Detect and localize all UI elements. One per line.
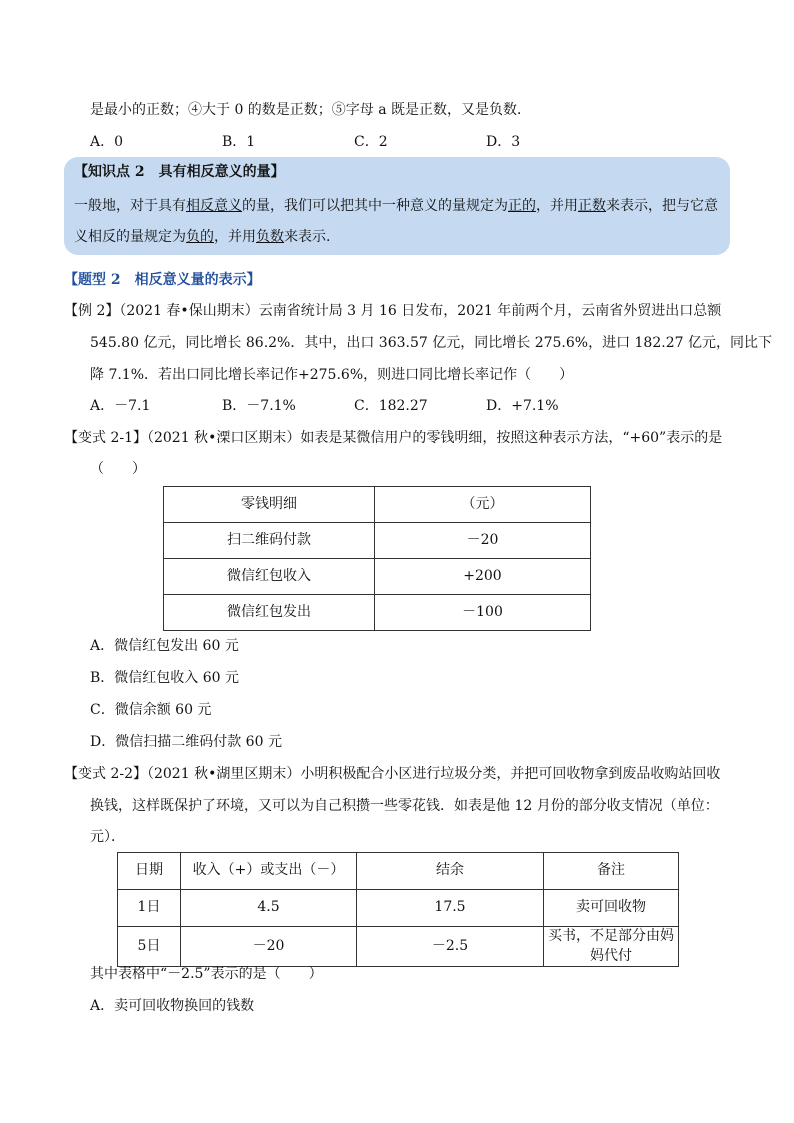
variant21-line-1: 【变式 2-1】（2021 秋•溧口区期末）如表是某微信用户的零钱明细，按照这种表示方法，“+60”表示的是 [64,430,723,446]
knowledge-line-2: 义相反的量规定为负的，并用负数来表示. [74,229,331,245]
variant22-line-1: 【变式 2-2】（2021 秋•湖里区期末）小明积极配合小区进行垃圾分类，并把可回收物拿到废品收购站回收 [64,766,721,782]
variant21-option-a: A．微信红包发出 60 元 [90,638,239,654]
table-cell: 扫二维码付款 [164,523,375,559]
variant22-question: 其中表格中“－2.5”表示的是（ ） [90,966,323,982]
keyword-negative-number: 负数 [256,229,284,245]
table-cell: 卖可回收物 [544,890,679,927]
knowledge-title: 【知识点 2 具有相反意义的量】 [74,164,285,180]
variant21-option-c: C．微信余额 60 元 [90,702,212,718]
option-b: B．－7.1% [222,398,296,414]
table-row [164,559,591,595]
table-row [164,523,591,559]
example2-line-2: 545.80 亿元，同比增长 86.2%．其中，出口 363.57 亿元，同比增长 275.6%，进口 182.27 亿元，同比下 [90,335,772,351]
option-a: A．－7.1 [90,398,151,414]
table-cell: －20 [181,927,357,967]
option-d: D．3 [486,134,521,150]
knowledge-line-1: 一般地，对于具有相反意义的量，我们可以把其中一种意义的量规定为正的，并用正数来表示，把与它意 [74,198,718,214]
table-header-cell: 结余 [357,853,544,890]
example2-line-1: 【例 2】（2021 春•保山期末）云南省统计局 3 月 16 日发布，2021 年前两个月，云南省外贸进出口总额 [64,303,722,319]
variant22-line-2: 换钱，这样既保护了环境，又可以为自己积攒一些零花钱．如表是他 12 月份的部分收支情况（单位： [90,798,719,814]
table-cell: －2.5 [357,927,544,967]
keyword-opposite: 相反意义 [186,198,242,214]
income-expense-table [117,852,679,967]
keyword-positive: 正的 [508,198,536,214]
option-d: D．+7.1% [486,398,559,414]
table-header-cell: 零钱明细 [164,487,375,523]
knowledge-box [64,157,730,255]
question-line: 是最小的正数；④大于 0 的数是正数；⑤字母 a 既是正数，又是负数． [90,102,532,118]
table-cell: 1日 [118,890,181,927]
option-c: C．2 [354,134,388,150]
section-title: 【题型 2 相反意义量的表示】 [64,272,261,288]
table-cell: －100 [375,595,591,631]
table-header-cell: 日期 [118,853,181,890]
table-cell: +200 [375,559,591,595]
variant22-option-a: A．卖可回收物换回的钱数 [90,998,255,1014]
table-cell: 17.5 [357,890,544,927]
table-cell: 微信红包发出 [164,595,375,631]
table-header-cell: （元） [375,487,591,523]
option-c: C．182.27 [354,398,428,414]
variant21-line-2: （ ） [90,461,146,477]
example2-options [90,397,610,417]
table-row [164,595,591,631]
table-cell: 4.5 [181,890,357,927]
keyword-positive-number: 正数 [578,198,606,214]
variant22-line-3: 元）． [90,829,125,845]
table-row [118,927,679,967]
table-header-row [164,487,591,523]
table-header-row [118,853,679,890]
options-row [90,133,610,153]
change-detail-table [163,486,591,631]
table-cell: 微信红包收入 [164,559,375,595]
option-a: A．0 [90,134,124,150]
variant21-option-d: D．微信扫描二维码付款 60 元 [90,734,282,750]
keyword-negative: 负的 [186,229,214,245]
option-b: B．1 [222,134,256,150]
table-header-cell: 备注 [544,853,679,890]
table-row [118,890,679,927]
example2-line-3: 降 7.1%．若出口同比增长率记作+275.6%，则进口同比增长率记作（ ） [90,367,574,383]
variant21-option-b: B．微信红包收入 60 元 [90,670,240,686]
table-header-cell: 收入（+）或支出（－） [181,853,357,890]
table-cell: 5日 [118,927,181,967]
table-cell: 买书，不足部分由妈妈代付 [544,927,679,967]
table-cell: －20 [375,523,591,559]
